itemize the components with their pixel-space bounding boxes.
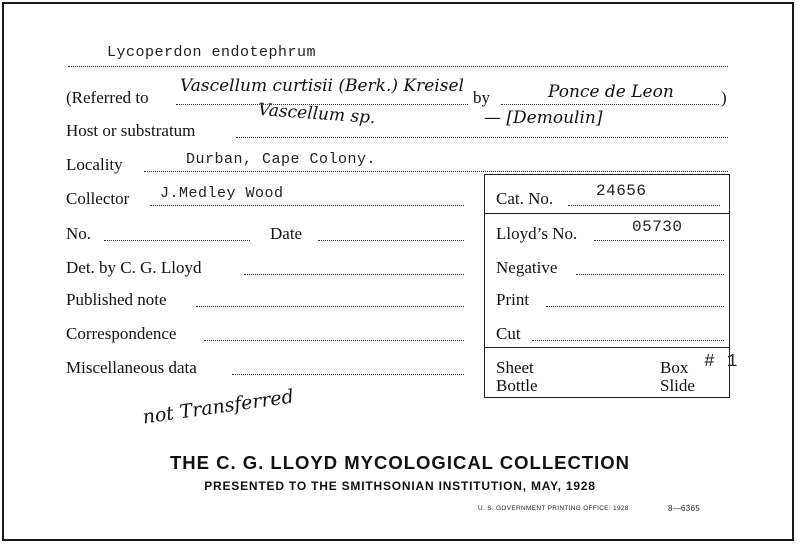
- printing-office-note: U. S. GOVERNMENT PRINTING OFFICE: 1928: [478, 505, 629, 512]
- det-label: Det. by C. G. Lloyd: [66, 258, 202, 277]
- misc-line: [232, 374, 464, 375]
- referred-line2-bracket: — [Demoulin]: [484, 108, 603, 128]
- cat-no-line: [568, 205, 720, 206]
- by-label: by: [473, 88, 490, 107]
- cat-no-label: Cat. No.: [496, 189, 554, 208]
- by-handwritten: Ponce de Leon: [548, 82, 674, 102]
- correspondence-line: [204, 340, 464, 341]
- negative-line: [576, 274, 724, 275]
- box-label: Box: [660, 358, 689, 377]
- sheet-label: Sheet: [496, 358, 534, 377]
- host-line: [236, 137, 728, 138]
- species-name: Lycoperdon endotephrum: [107, 44, 317, 61]
- print-label: Print: [496, 290, 530, 309]
- collector-line: [150, 205, 464, 206]
- misc-label: Miscellaneous data: [66, 358, 197, 377]
- bottle-label: Bottle: [496, 376, 538, 395]
- published-line: [196, 306, 464, 307]
- catalog-box-divider: [484, 213, 730, 214]
- locality-value: Durban, Cape Colony.: [186, 151, 377, 168]
- locality-line: [144, 171, 728, 172]
- slide-label: Slide: [660, 376, 695, 395]
- form-number: 8—6365: [668, 504, 701, 513]
- correspondence-label: Correspondence: [66, 324, 177, 343]
- referred-to-handwritten: Vascellum curtisii (Berk.) Kreisel: [180, 76, 464, 96]
- box-number: # 1: [704, 352, 738, 372]
- cut-line: [532, 340, 724, 341]
- referred-line2-handwritten: Vascellum sp.: [257, 99, 377, 129]
- collector-value: J.Medley Wood: [160, 185, 284, 202]
- collection-title: THE C. G. LLOYD MYCOLOGICAL COLLECTION: [169, 452, 631, 473]
- lloyds-no-value: 05730: [632, 218, 683, 236]
- lloyds-no-label: Lloyd’s No.: [496, 224, 578, 243]
- no-line: [104, 240, 250, 241]
- date-label: Date: [270, 224, 303, 243]
- det-line: [244, 274, 464, 275]
- lloyds-no-line: [594, 240, 724, 241]
- host-label: Host or substratum: [66, 121, 196, 140]
- collector-label: Collector: [66, 189, 130, 208]
- collection-subtitle: PRESENTED TO THE SMITHSONIAN INSTITUTION, MAY, 1928: [204, 479, 596, 493]
- negative-label: Negative: [496, 258, 558, 277]
- print-line: [546, 306, 724, 307]
- cut-label: Cut: [496, 324, 521, 343]
- locality-label: Locality: [66, 155, 123, 174]
- not-transferred-note: not Transferred: [141, 385, 296, 429]
- date-line: [318, 240, 464, 241]
- published-label: Published note: [66, 290, 167, 309]
- cat-no-value: 24656: [596, 182, 647, 200]
- species-line: [68, 66, 728, 67]
- no-label: No.: [66, 224, 92, 243]
- catalog-box-divider-lower: [484, 347, 730, 348]
- by-line: [501, 104, 719, 105]
- referred-to-label: (Referred to: [66, 88, 149, 107]
- close-paren: ): [721, 88, 727, 107]
